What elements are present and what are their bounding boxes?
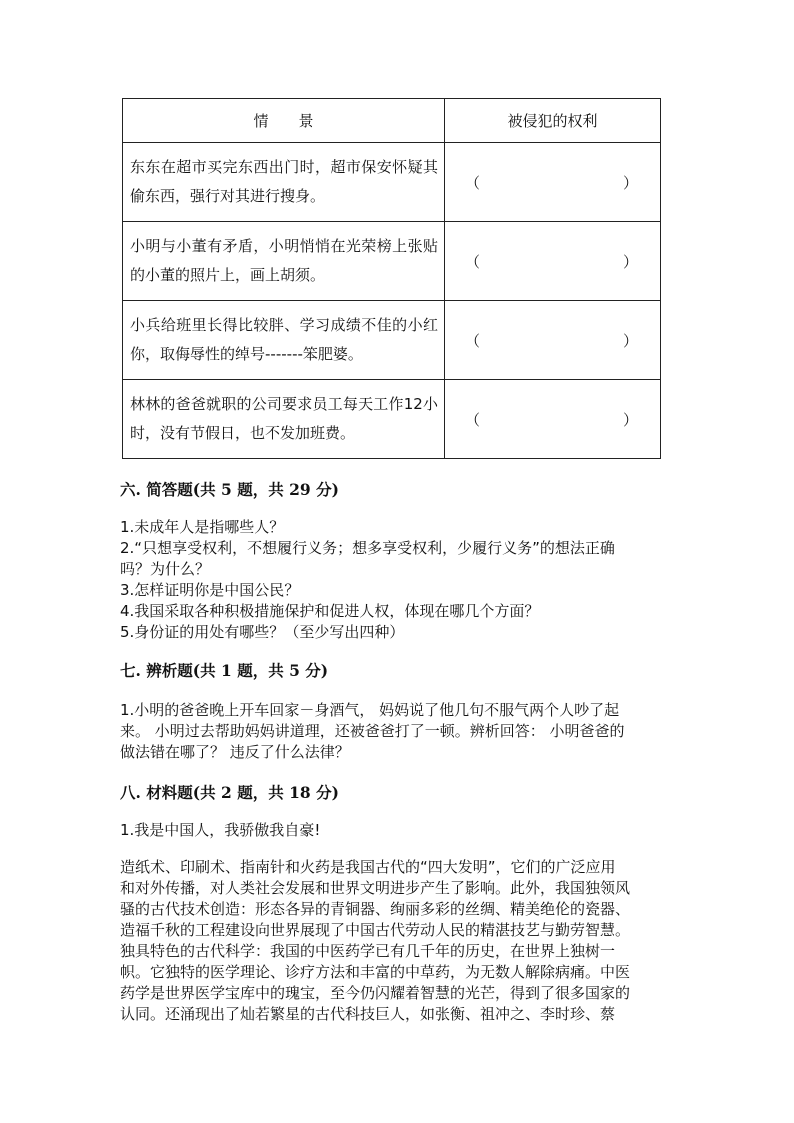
table-row <box>123 380 661 459</box>
close-paren: ） <box>622 252 638 271</box>
open-paren: （ <box>465 410 481 429</box>
paragraph-line: 造福千秋的工程建设向世界展现了中国古代劳动人民的精湛技艺与勤劳智慧。 <box>120 921 631 939</box>
question-text: 3.怎样证明你是中国公民？ <box>120 581 300 599</box>
paragraph-line: 独具特色的古代科学：我国的中医药学已有几千年的历史，在世界上独树一 <box>120 942 616 960</box>
paragraph-line: 药学是世界医学宝库中的瑰宝，至今仍闪耀着智慧的光芒，得到了很多国家的 <box>120 984 631 1002</box>
scene-cell: 东东在超市买完东西出门时，超市保安怀疑其偷东西，强行对其进行搜身。 <box>123 143 445 222</box>
scene-cell: 林林的爸爸就职的公司要求员工每天工作12小时，没有节假日，也不发加班费。 <box>123 380 445 459</box>
open-paren: （ <box>465 331 481 350</box>
question-text: 1.我是中国人，我骄傲我自豪! <box>120 821 321 839</box>
table-header-row <box>123 99 661 143</box>
header-right: 被侵犯的权利 <box>445 99 661 143</box>
paragraph-line: 造纸术、印刷术、指南针和火药是我国古代的“四大发明”，它们的广泛应用 <box>120 858 616 876</box>
question-text: 1.未成年人是指哪些人？ <box>120 518 285 536</box>
table-row <box>123 222 661 301</box>
question-text: 做法错在哪了？ 违反了什么法律？ <box>120 743 350 761</box>
material-paragraph <box>120 857 665 1025</box>
paragraph-line: 和对外传播，对人类社会发展和世界文明进步产生了影响。此外，我国独领风 <box>120 879 631 897</box>
question-text: 4.我国采取各种积极措施保护和促进人权，体现在哪几个方面？ <box>120 602 540 620</box>
section-6-title: 六. 简答题(共 5 题，共 29 分) <box>120 480 339 499</box>
paragraph-line: 认同。还涌现出了灿若繁星的古代科技巨人，如张衡、祖冲之、李时珍、蔡 <box>120 1005 616 1023</box>
close-paren: ） <box>622 410 638 429</box>
question-text: 吗？为什么？ <box>120 560 211 578</box>
answer-cell[interactable] <box>445 222 661 301</box>
paragraph-line: 骚的古代技术创造：形态各异的青铜器、绚丽多彩的丝绸、精美绝伦的瓷器、 <box>120 900 631 918</box>
question-text: 5.身份证的用处有哪些？（至少写出四种） <box>120 623 405 641</box>
open-paren: （ <box>465 252 481 271</box>
question-text: 1.小明的爸爸晚上开车回家－身酒气， 妈妈说了他几句不服气两个人吵了起 <box>120 701 620 719</box>
header-scene: 情 景 <box>123 99 445 143</box>
answer-cell[interactable] <box>445 380 661 459</box>
answer-cell[interactable] <box>445 301 661 380</box>
table-row <box>123 143 661 222</box>
scene-cell: 小兵给班里长得比较胖、学习成绩不佳的小红你，取侮辱性的绰号-------笨肥婆。 <box>123 301 445 380</box>
question-text: 来。 小明过去帮助妈妈讲道理，还被爸爸打了一顿。辨析回答： 小明爸爸的 <box>120 722 625 740</box>
section-8-title: 八. 材料题(共 2 题，共 18 分) <box>120 783 339 802</box>
close-paren: ） <box>622 331 638 350</box>
section-7-title: 七. 辨析题(共 1 题，共 5 分) <box>120 661 329 680</box>
question-text: 2.“只想享受权利，不想履行义务；想多享受权利，少履行义务”的想法正确 <box>120 539 615 557</box>
table-row <box>123 301 661 380</box>
close-paren: ） <box>622 173 638 192</box>
answer-cell[interactable] <box>445 143 661 222</box>
rights-table <box>122 98 661 459</box>
scene-cell: 小明与小董有矛盾，小明悄悄在光荣榜上张贴的小董的照片上，画上胡须。 <box>123 222 445 301</box>
paragraph-line: 帜。它独特的医学理论、诊疗方法和丰富的中草药，为无数人解除病痛。中医 <box>120 963 631 981</box>
open-paren: （ <box>465 173 481 192</box>
